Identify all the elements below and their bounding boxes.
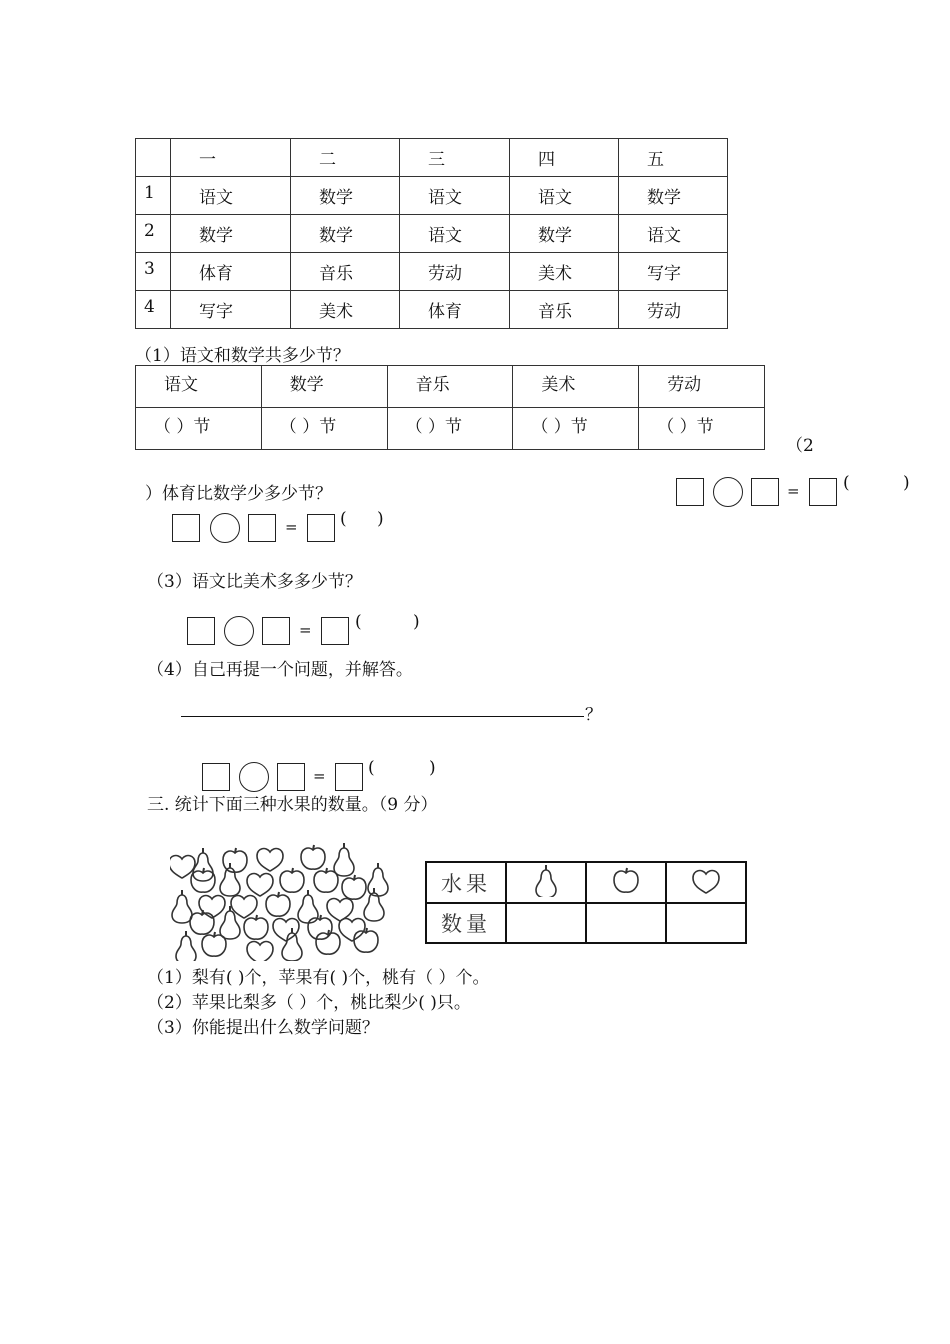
table-row <box>136 291 728 329</box>
table-row <box>426 862 746 903</box>
paren-open: ( <box>355 612 362 632</box>
table-cell: 语文 <box>136 366 262 408</box>
operator-circle[interactable] <box>224 616 254 646</box>
answer-box[interactable] <box>248 514 276 542</box>
table-cell: 体育 <box>400 291 510 329</box>
answer-cell[interactable] <box>666 903 746 943</box>
answer-blank[interactable]: （ ）节 <box>136 408 262 450</box>
answer-box[interactable] <box>809 478 837 506</box>
question-2-prefix: （2 <box>786 436 814 456</box>
answer-box[interactable] <box>187 617 215 645</box>
answer-box[interactable] <box>202 763 230 791</box>
apple-icon <box>611 865 641 895</box>
fruit-count-table <box>425 861 747 944</box>
table-cell: 美术 <box>510 253 619 291</box>
table-cell: 数学 <box>171 215 291 253</box>
table-cell: 美术 <box>291 291 400 329</box>
equals-sign: = <box>787 482 800 500</box>
table-row <box>136 253 728 291</box>
answer-box[interactable] <box>676 478 704 506</box>
operator-circle[interactable] <box>210 513 240 543</box>
question-2-text: ）体育比数学少多少节？ <box>145 484 332 504</box>
table-cell: 音乐 <box>510 291 619 329</box>
table-row <box>136 366 765 408</box>
schedule-table <box>135 138 728 329</box>
question-1-text: （1）语文和数学共多少节？ <box>135 346 350 366</box>
table-cell: 一 <box>171 139 291 177</box>
section-3-title: 三. 统计下面三种水果的数量。（9 分） <box>147 795 438 815</box>
table-cell: 数学 <box>619 177 728 215</box>
table-cell: 美术 <box>513 366 639 408</box>
table-cell: 体育 <box>171 253 291 291</box>
pear-icon <box>531 863 561 897</box>
fruit-picture <box>170 843 400 961</box>
table-cell: 4 <box>136 291 171 329</box>
table-cell: 3 <box>136 253 171 291</box>
table-cell: 语文 <box>510 177 619 215</box>
table-cell <box>506 862 586 903</box>
table-cell: 数学 <box>510 215 619 253</box>
pear-icon <box>172 843 388 961</box>
table-cell: 劳动 <box>400 253 510 291</box>
table-row <box>136 177 728 215</box>
question-4-text: （4）自己再提一个问题，并解答。 <box>147 660 413 680</box>
table-cell: 二 <box>291 139 400 177</box>
answer-blank[interactable]: （ ）节 <box>261 408 387 450</box>
paren-close: ) <box>903 473 910 493</box>
count-table <box>135 365 765 450</box>
schedule-header-row <box>136 139 728 177</box>
paren-open: ( <box>340 509 347 529</box>
table-cell: 1 <box>136 177 171 215</box>
answer-blank[interactable]: （ ）节 <box>387 408 513 450</box>
answer-box[interactable] <box>321 617 349 645</box>
answer-blank[interactable]: （ ）节 <box>513 408 639 450</box>
operator-circle[interactable] <box>713 477 743 507</box>
table-cell: 三 <box>400 139 510 177</box>
table-cell <box>586 862 666 903</box>
section-3-question-3: （3）你能提出什么数学问题？ <box>147 1018 379 1038</box>
answer-box[interactable] <box>277 763 305 791</box>
section-3-question-1: （1）梨有( )个，苹果有( )个，桃有（ ）个。 <box>147 968 490 988</box>
question-3-text: （3）语文比美术多多少节？ <box>147 572 362 592</box>
table-cell: 音乐 <box>387 366 513 408</box>
table-cell: 劳动 <box>639 366 765 408</box>
answer-cell[interactable] <box>506 903 586 943</box>
table-row <box>136 408 765 450</box>
paren-close: ) <box>377 509 384 529</box>
table-row <box>136 215 728 253</box>
answer-box[interactable] <box>335 763 363 791</box>
fruit-header: 水果 <box>426 862 506 903</box>
equals-sign: = <box>285 518 298 536</box>
table-cell <box>666 862 746 903</box>
answer-cell[interactable] <box>586 903 666 943</box>
question-mark: ？ <box>585 705 602 725</box>
section-3-question-2: （2）苹果比梨多（ ）个，桃比梨少( )只。 <box>147 993 471 1013</box>
table-cell: 2 <box>136 215 171 253</box>
peach-icon <box>170 849 365 961</box>
table-cell: 语文 <box>400 177 510 215</box>
peach-icon <box>690 865 722 895</box>
answer-blank[interactable]: （ ）节 <box>639 408 765 450</box>
answer-box[interactable] <box>751 478 779 506</box>
paren-open: ( <box>843 473 850 493</box>
table-cell: 语文 <box>171 177 291 215</box>
equals-sign: = <box>299 621 312 639</box>
table-cell: 数学 <box>291 177 400 215</box>
table-cell: 写字 <box>619 253 728 291</box>
paren-close: ) <box>413 612 420 632</box>
table-cell: 四 <box>510 139 619 177</box>
equals-sign: = <box>313 767 326 785</box>
count-header: 数量 <box>426 903 506 943</box>
table-cell: 数学 <box>261 366 387 408</box>
answer-box[interactable] <box>172 514 200 542</box>
table-cell: 音乐 <box>291 253 400 291</box>
table-cell: 写字 <box>171 291 291 329</box>
paren-close: ) <box>429 758 436 778</box>
answer-box[interactable] <box>307 514 335 542</box>
table-row <box>426 903 746 943</box>
operator-circle[interactable] <box>239 762 269 792</box>
table-cell: 劳动 <box>619 291 728 329</box>
table-cell: 语文 <box>619 215 728 253</box>
table-cell: 五 <box>619 139 728 177</box>
table-cell: 语文 <box>400 215 510 253</box>
answer-box[interactable] <box>262 617 290 645</box>
table-cell: 数学 <box>291 215 400 253</box>
paren-open: ( <box>368 758 375 778</box>
table-cell <box>136 139 171 177</box>
answer-line[interactable] <box>181 716 584 717</box>
